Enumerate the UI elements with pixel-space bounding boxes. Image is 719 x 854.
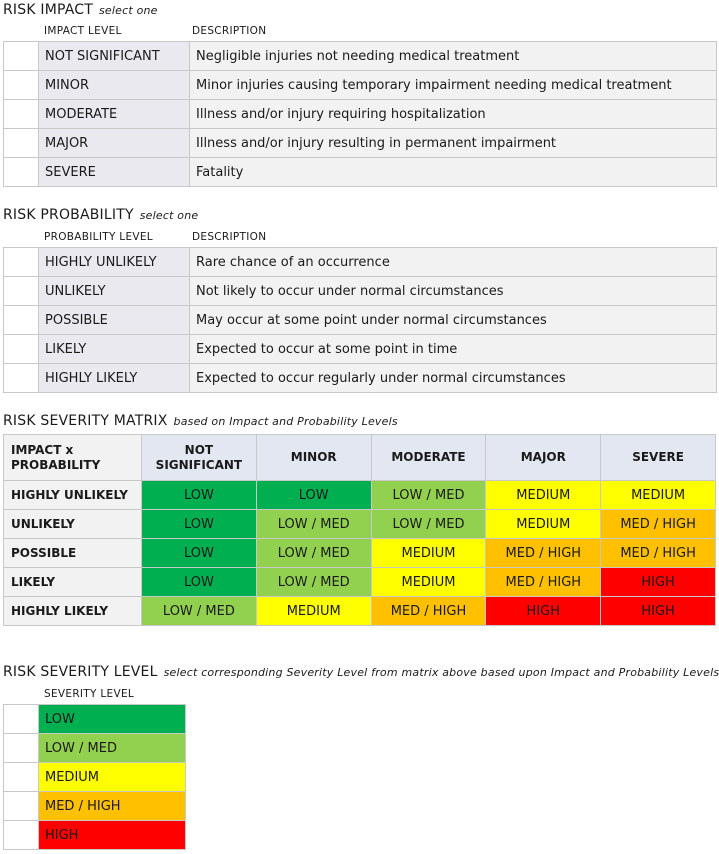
severity-note: select corresponding Severity Level from matrix above based upon Impact and Probability Levels (163, 666, 719, 679)
matrix-cell: MEDIUM (486, 510, 601, 539)
probability-row (4, 248, 717, 277)
matrix-cell: LOW (142, 510, 257, 539)
impact-title: RISK IMPACT (3, 2, 93, 18)
severity-level: LOW (39, 705, 186, 734)
matrix-cell: LOW / MED (256, 539, 371, 568)
probability-title: RISK PROBABILITY (3, 207, 134, 223)
matrix-corner-line2: PROBABILITY (11, 457, 101, 472)
impact-description: Minor injuries causing temporary impairment needing medical treatment (190, 71, 717, 100)
matrix-column-header (256, 435, 371, 481)
impact-level: MODERATE (39, 100, 190, 129)
impact-level-header: IMPACT LEVEL (44, 25, 122, 37)
matrix-cell: LOW / MED (256, 510, 371, 539)
severity-level: MED / HIGH (39, 792, 186, 821)
severity-select-checkbox[interactable] (4, 734, 39, 763)
probability-select-checkbox[interactable] (4, 335, 39, 364)
probability-description-header: DESCRIPTION (192, 231, 267, 243)
impact-level: MAJOR (39, 129, 190, 158)
severity-row (4, 734, 186, 763)
probability-level-header: PROBABILITY LEVEL (44, 231, 153, 243)
severity-matrix (3, 434, 716, 626)
matrix-title: RISK SEVERITY MATRIX (3, 413, 168, 429)
impact-note: select one (99, 4, 158, 17)
matrix-row (4, 481, 716, 510)
impact-select-checkbox[interactable] (4, 158, 39, 187)
severity-select-checkbox[interactable] (4, 763, 39, 792)
matrix-cell: LOW / MED (371, 481, 486, 510)
matrix-corner-line1: IMPACT x (11, 442, 74, 457)
matrix-cell: MED / HIGH (601, 539, 716, 568)
matrix-column-header (486, 435, 601, 481)
impact-description: Illness and/or injury resulting in permanent impairment (190, 129, 717, 158)
matrix-cell: MED / HIGH (601, 510, 716, 539)
matrix-row (4, 510, 716, 539)
matrix-cell: LOW (142, 568, 257, 597)
matrix-column-header-line2: SIGNIFICANT (155, 457, 243, 472)
severity-section-title (3, 664, 719, 680)
probability-table (3, 247, 717, 393)
matrix-column-header (142, 435, 257, 481)
probability-description: Expected to occur regularly under normal circumstances (190, 364, 717, 393)
matrix-cell: LOW / MED (142, 597, 257, 626)
impact-select-checkbox[interactable] (4, 42, 39, 71)
probability-level: POSSIBLE (39, 306, 190, 335)
severity-level-header: SEVERITY LEVEL (44, 688, 135, 700)
matrix-column-header-line1: MAJOR (520, 450, 566, 464)
severity-select-checkbox[interactable] (4, 792, 39, 821)
matrix-row-label: LIKELY (4, 568, 142, 597)
matrix-cell: MED / HIGH (371, 597, 486, 626)
impact-description: Illness and/or injury requiring hospitalization (190, 100, 717, 129)
matrix-cell: MEDIUM (601, 481, 716, 510)
severity-title: RISK SEVERITY LEVEL (3, 664, 158, 680)
matrix-row (4, 597, 716, 626)
impact-section-title (3, 2, 158, 18)
matrix-column-header (371, 435, 486, 481)
impact-select-checkbox[interactable] (4, 100, 39, 129)
matrix-row-label: UNLIKELY (4, 510, 142, 539)
matrix-column-header (601, 435, 716, 481)
impact-select-checkbox[interactable] (4, 71, 39, 100)
probability-description: Rare chance of an occurrence (190, 248, 717, 277)
impact-row (4, 158, 717, 187)
severity-select-checkbox[interactable] (4, 705, 39, 734)
matrix-cell: LOW / MED (371, 510, 486, 539)
severity-row (4, 705, 186, 734)
impact-table (3, 41, 717, 187)
matrix-cell: HIGH (601, 568, 716, 597)
impact-description: Negligible injuries not needing medical treatment (190, 42, 717, 71)
matrix-cell: HIGH (601, 597, 716, 626)
matrix-row (4, 539, 716, 568)
impact-row (4, 42, 717, 71)
matrix-cell: MED / HIGH (486, 568, 601, 597)
severity-row (4, 792, 186, 821)
severity-level: MEDIUM (39, 763, 186, 792)
probability-row (4, 277, 717, 306)
probability-row (4, 364, 717, 393)
probability-description: May occur at some point under normal circumstances (190, 306, 717, 335)
probability-level: LIKELY (39, 335, 190, 364)
matrix-column-header-line1: SEVERE (632, 450, 684, 464)
matrix-cell: MEDIUM (371, 568, 486, 597)
severity-level: HIGH (39, 821, 186, 850)
impact-level: SEVERE (39, 158, 190, 187)
impact-level: NOT SIGNIFICANT (39, 42, 190, 71)
probability-description: Expected to occur at some point in time (190, 335, 717, 364)
probability-level: HIGHLY UNLIKELY (39, 248, 190, 277)
matrix-cell: MEDIUM (371, 539, 486, 568)
impact-row (4, 129, 717, 158)
severity-level: LOW / MED (39, 734, 186, 763)
matrix-note: based on Impact and Probability Levels (173, 415, 398, 428)
severity-row (4, 821, 186, 850)
probability-select-checkbox[interactable] (4, 277, 39, 306)
matrix-cell: LOW / MED (256, 568, 371, 597)
probability-level: UNLIKELY (39, 277, 190, 306)
impact-row (4, 100, 717, 129)
matrix-cell: LOW (142, 539, 257, 568)
probability-row (4, 306, 717, 335)
matrix-row (4, 568, 716, 597)
severity-level-table (3, 704, 186, 850)
matrix-cell: HIGH (486, 597, 601, 626)
probability-note: select one (139, 209, 199, 222)
matrix-cell: LOW (256, 481, 371, 510)
matrix-corner (4, 435, 142, 481)
matrix-column-header-line1: NOT (184, 442, 214, 457)
probability-description: Not likely to occur under normal circumstances (190, 277, 717, 306)
impact-description-header: DESCRIPTION (192, 25, 267, 37)
matrix-cell: MEDIUM (486, 481, 601, 510)
impact-select-checkbox[interactable] (4, 129, 39, 158)
matrix-row-label: HIGHLY LIKELY (4, 597, 142, 626)
matrix-row-label: POSSIBLE (4, 539, 142, 568)
probability-level: HIGHLY LIKELY (39, 364, 190, 393)
probability-select-checkbox[interactable] (4, 364, 39, 393)
impact-row (4, 71, 717, 100)
severity-select-checkbox[interactable] (4, 821, 39, 850)
probability-section-title (3, 207, 198, 223)
matrix-column-header-line1: MINOR (290, 450, 337, 464)
probability-select-checkbox[interactable] (4, 248, 39, 277)
matrix-row-label: HIGHLY UNLIKELY (4, 481, 142, 510)
matrix-column-header-line1: MODERATE (391, 450, 466, 464)
probability-row (4, 335, 717, 364)
matrix-section-title (3, 413, 398, 429)
impact-description: Fatality (190, 158, 717, 187)
matrix-cell: MED / HIGH (486, 539, 601, 568)
severity-row (4, 763, 186, 792)
probability-select-checkbox[interactable] (4, 306, 39, 335)
matrix-cell: LOW (142, 481, 257, 510)
matrix-cell: MEDIUM (256, 597, 371, 626)
impact-level: MINOR (39, 71, 190, 100)
